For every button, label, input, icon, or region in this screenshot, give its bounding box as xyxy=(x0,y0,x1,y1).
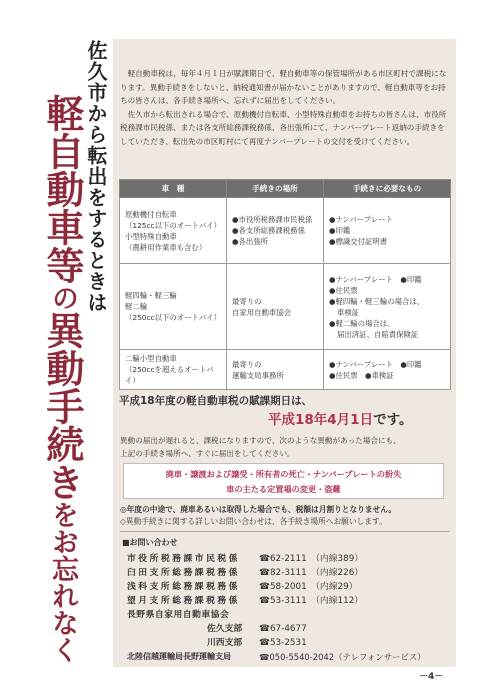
vehicle-type-cell: 二輪小型自動車 （250ccを超えるオートバイ） xyxy=(120,350,227,390)
requirements-cell: ●ナンバープレート ●印鑑 ●標識交付証明書 xyxy=(324,198,451,264)
contact-row: 佐久支部 ☎67-4677 xyxy=(207,624,307,634)
table-row xyxy=(120,264,451,350)
note-inquiry: ◇異動手続きに関する詳しいお問い合わせは、各手続き場所へお願いします。 xyxy=(120,517,387,526)
title-part: き xyxy=(40,463,85,501)
title-part: の xyxy=(47,284,78,311)
divider xyxy=(120,531,450,532)
procedure-table xyxy=(119,179,451,390)
place-cell: 最寄りの 自家用自動車協会 xyxy=(227,264,324,350)
contact-row: 望月支所総務課税務係 ☎53-3111 （内線112） xyxy=(127,596,364,606)
contact-row: 長野県自家用自動車協会 xyxy=(127,610,230,620)
table-row xyxy=(120,350,451,390)
title-part: 軽自動車等 xyxy=(40,94,85,284)
date-notice-line1: 平成18年度の軽自動車税の賦課期日は、 xyxy=(119,395,313,407)
subtitle: 佐久市から転出をするときは xyxy=(84,40,108,313)
page-number: －4－ xyxy=(419,672,444,682)
header-requirements: 手続きに必要なもの xyxy=(324,180,451,198)
contact-heading: ■お問い合わせ xyxy=(122,538,178,547)
change-events-box: 廃車・譲渡および譲受・所有者の死亡・ナンバープレートの紛失 車の主たる定置場の変更・盗難 xyxy=(123,463,444,499)
contact-row: 浅科支所総務課税務係 ☎58-2001 （内線29） xyxy=(127,582,358,592)
table-header-row xyxy=(120,180,451,198)
vehicle-type-cell: 軽四輪・軽三輪 軽二輪 （250cc以下のオートバイ） xyxy=(120,264,227,350)
date-suffix: です。 xyxy=(373,412,413,428)
date-notice-line2 xyxy=(268,408,413,428)
requirements-cell: ●ナンバープレート ●印鑑 ●住民票 ●軽四輪・軽三輪の場合は、 車検証 ●軽二輪の場合は、 届出済証、自賠責保険証 xyxy=(324,264,451,350)
intro-paragraph: 佐久市から転出される場合で、原動機付自転車、小型特殊自動車をお持ちの皆さんは、市役所税務課市民税係、または各支所総務課税務係、各出張所にて、ナンバープレート返納の手続きをしていただき、転出先の市区町村にて再度ナンバープレートの交付を受けてください。 xyxy=(120,109,447,146)
change-notice: 異動の届出が遅れると、課税になりますので、次のような異動があった場合にも、 上記の手続き場所へ、すぐに届出をしてください。 xyxy=(120,436,401,458)
place-cell: ●市役所税務課市民税係 ●各支所総務課税務係 ●各出張所 xyxy=(227,198,324,264)
header-place: 手続きの場所 xyxy=(227,180,324,198)
place-cell: 最寄りの 運輸支局事務所 xyxy=(227,350,324,390)
requirements-cell: ●ナンバープレート ●印鑑 ●住民票 ●車検証 xyxy=(324,350,451,390)
title-part: 異動手続 xyxy=(40,311,85,463)
contact-row: 臼田支所総務課税務係 ☎82-3111 （内線226） xyxy=(127,568,364,578)
notes xyxy=(120,504,452,528)
contact-row: 北陸信越運輸局長野運輸支局 ☎050-5540-2042（テレフォンサービス） xyxy=(127,652,426,662)
page-title xyxy=(40,94,85,663)
assessment-date: 平成18年4月1日 xyxy=(268,412,374,428)
title-part: をお忘れなく xyxy=(47,501,78,663)
note-proration: ◎年度の中途で、廃車あるいは取得した場合でも、税額は月割りとなりません。 xyxy=(120,505,397,514)
table-row xyxy=(120,198,451,264)
contact-row: 川西支部 ☎53-2531 xyxy=(207,638,307,648)
vehicle-type-cell: 原動機付自転車 （125cc以下のオートバイ） 小型特殊自動車 （農耕用作業車も含む） xyxy=(120,198,227,264)
contact-row: 市役所税務課市民税係 ☎62-2111 （内線389） xyxy=(127,554,364,564)
header-vehicle-type: 車 種 xyxy=(120,180,227,198)
intro-paragraph: 軽自動車税は、毎年４月１日が賦課期日で、軽自動車等の保管場所がある市区町村で課税になります。異動手続きをしないと、納税通知書が届かないことがありますので、軽自動車等をお持ちの皆さんは、各手続き場所へ、忘れずに届出をしてください。 xyxy=(120,69,447,105)
intro-text xyxy=(120,67,450,148)
